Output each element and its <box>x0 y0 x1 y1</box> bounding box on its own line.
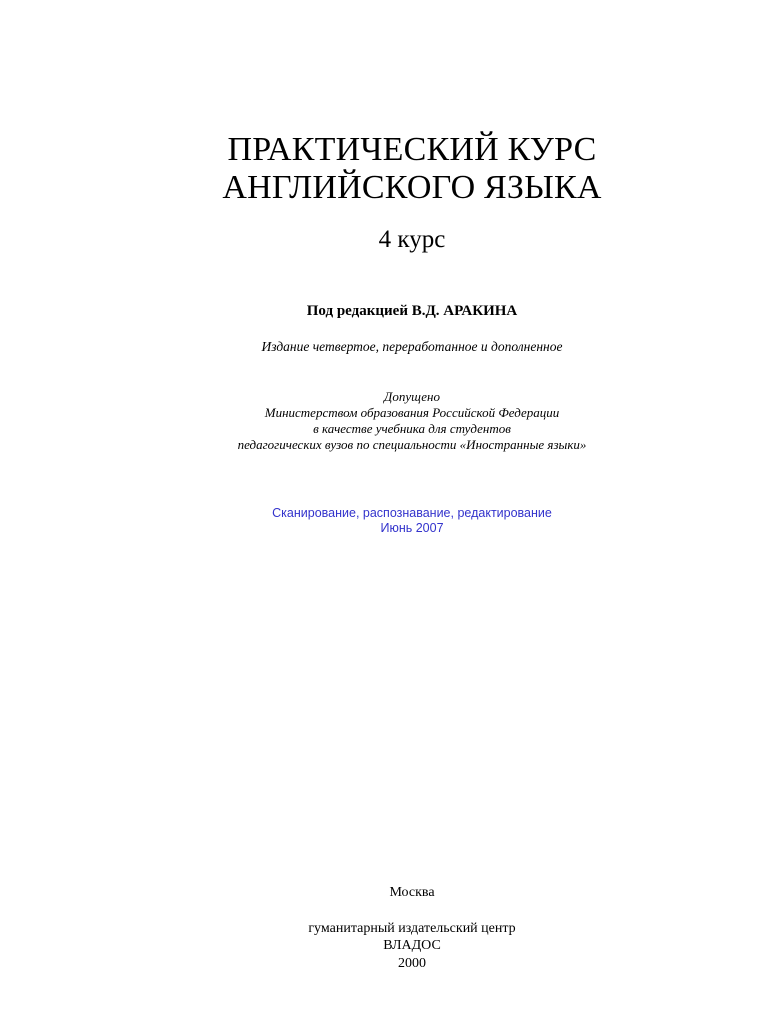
book-title-line-2: АНГЛИЙСКОГО ЯЗЫКА <box>222 169 602 206</box>
approval-line-3: в качестве учебника для студентов <box>313 421 511 436</box>
imprint-city: Москва <box>389 885 435 900</box>
book-title-line-1: ПРАКТИЧЕСКИЙ КУРС <box>227 131 597 168</box>
approval-line-1: Допущено <box>384 389 440 404</box>
approval-line-2: Министерством образования Российской Федерации <box>264 405 560 420</box>
imprint-publisher: гуманитарный издательский центр <box>308 921 516 936</box>
scan-note-line-2: Июнь 2007 <box>380 521 444 535</box>
course-year: 4 курс <box>378 226 446 253</box>
imprint-year: 2000 <box>398 956 426 971</box>
scan-note-line-1: Сканирование, распознавание, редактирование <box>272 506 552 520</box>
editor-credit: Под редакцией В.Д. АРАКИНА <box>306 303 518 319</box>
approval-line-4: педагогических вузов по специальности «Иностранные языки» <box>237 437 587 452</box>
edition-note: Издание четвертое, переработанное и дополненное <box>261 339 563 354</box>
imprint-publisher-name: ВЛАДОС <box>383 938 441 953</box>
